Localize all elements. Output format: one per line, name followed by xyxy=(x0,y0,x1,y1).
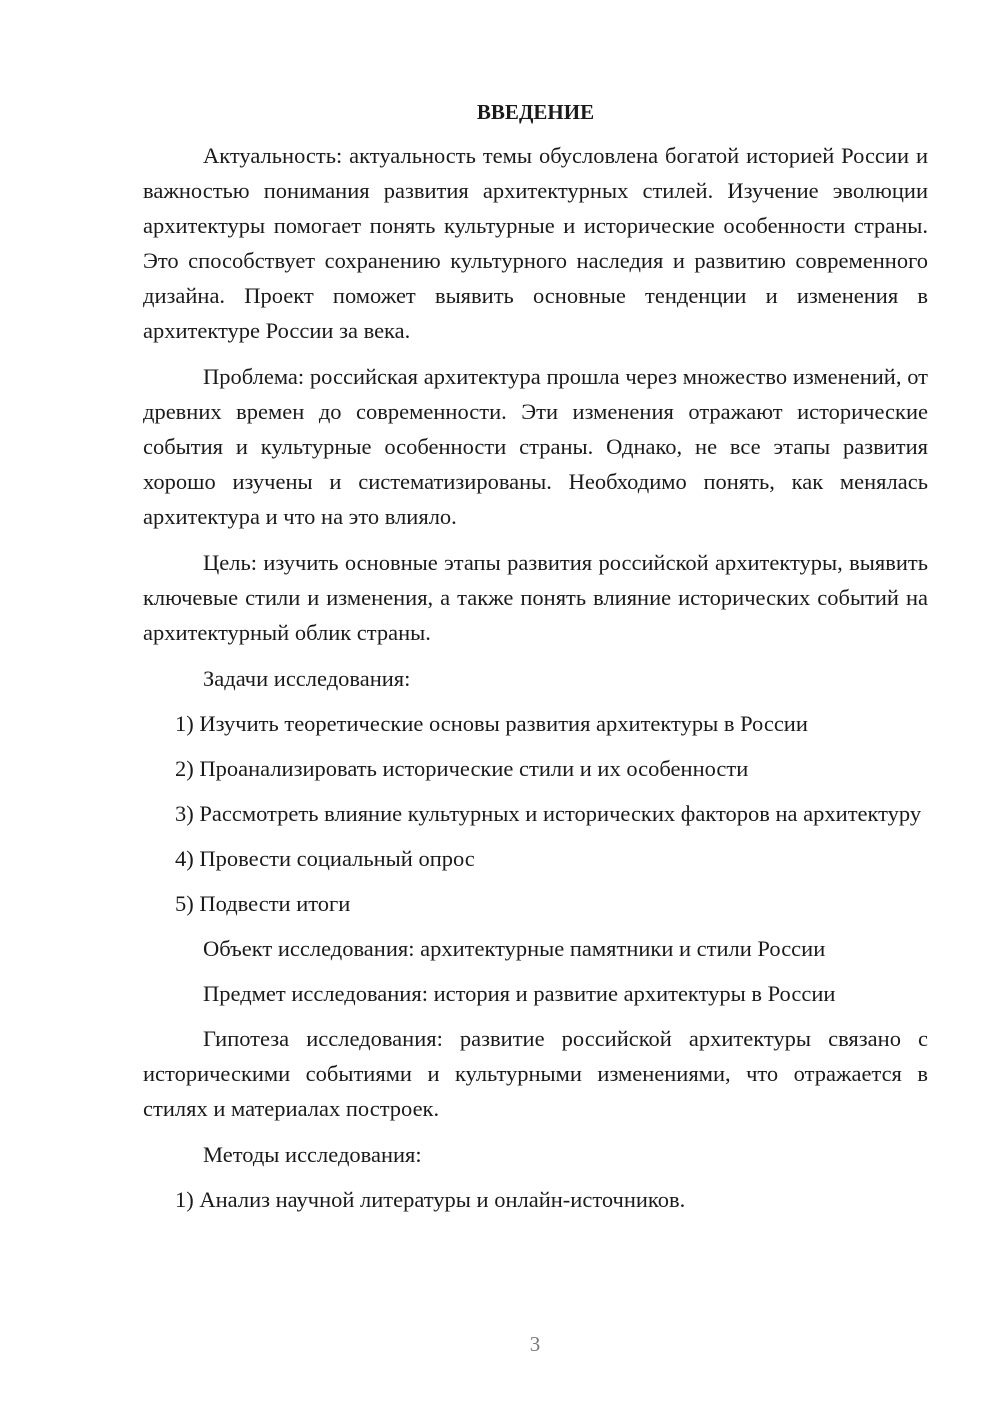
task-item: 4) Провести социальный опрос xyxy=(175,846,475,871)
section-title: ВВЕДЕНИЕ xyxy=(476,100,595,124)
tasks-heading: Задачи исследования: xyxy=(203,666,411,691)
methods-heading: Методы исследования: xyxy=(203,1142,422,1167)
subject-paragraph: Предмет исследования: история и развитие архитектуры в России xyxy=(203,981,836,1006)
task-item: 1) Изучить теоретические основы развития архитектуры в России xyxy=(175,711,808,736)
method-item: 1) Анализ научной литературы и онлайн-источников. xyxy=(175,1187,686,1212)
task-item: 2) Проанализировать исторические стили и их особенности xyxy=(175,756,749,781)
problem-paragraph: Проблема: российская архитектура прошла через множество изменений, от древних времен до современности. Эти изменения отражают исторические события и культурные особенности страны. Однако, не все этапы развития хорошо изучены и систематизированы. Необходимо понять, как менялась архитектура и что на это влияло. xyxy=(143,364,928,529)
relevance-paragraph: Актуальность: актуальность темы обусловлена богатой историей России и важностью понимания развития архитектурных стилей. Изучение эволюции архитектуры помогает понять культурные и исторические особенности страны. Это способствует сохранению культурного наследия и развитию современного дизайна. Проект поможет выявить основные тенденции и изменения в архитектуре России за века. xyxy=(143,143,928,343)
hypothesis-paragraph: Гипотеза исследования: развитие российской архитектуры связано с историческими событиями и культурными изменениями, что отражается в стилях и материалах построек. xyxy=(143,1026,928,1121)
page-content xyxy=(143,97,928,1227)
page-number: 3 xyxy=(529,1332,541,1356)
task-item: 5) Подвести итоги xyxy=(175,891,351,916)
task-item: 3) Рассмотреть влияние культурных и исторических факторов на архитектуру xyxy=(175,801,922,826)
object-paragraph: Объект исследования: архитектурные памятники и стили России xyxy=(203,936,826,961)
goal-paragraph: Цель: изучить основные этапы развития российской архитектуры, выявить ключевые стили и изменения, а также понять влияние исторических событий на архитектурный облик страны. xyxy=(143,550,928,645)
